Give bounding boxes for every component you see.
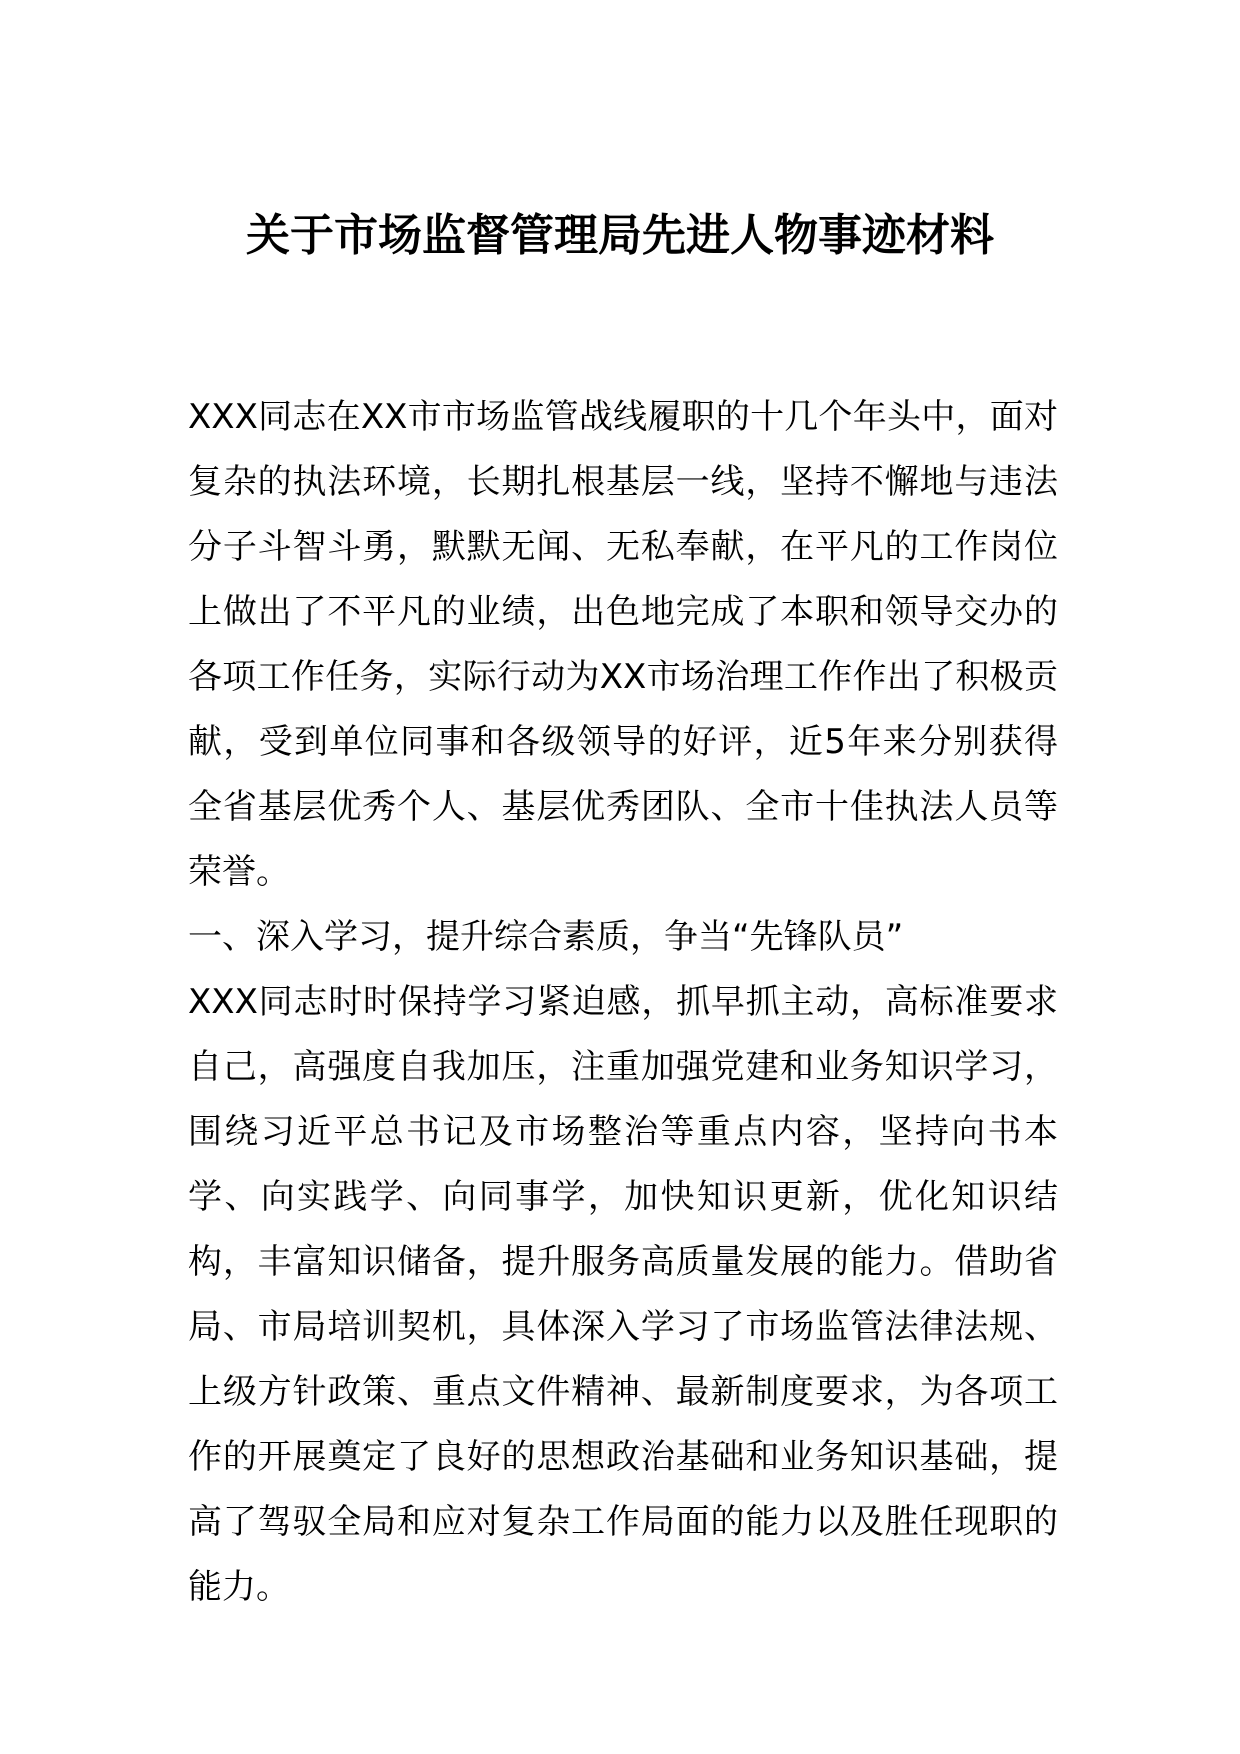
document-title: 关于市场监督管理局先进人物事迹材料 bbox=[246, 210, 994, 261]
section-heading-1: 一、深入学习，提升综合素质，争当“先锋队员” bbox=[188, 917, 904, 957]
document-body bbox=[188, 385, 1058, 1620]
intro-paragraph: XXX同志在XX市市场监管战线履职的十几个年头中，面对复杂的执法环境，长期扎根基层一线，坚持不懈地与违法分子斗智斗勇，默默无闻、无私奉献，在平凡的工作岗位上做出了不平凡的业绩，出色地完成了本职和领导交办的各项工作任务，实际行动为XX市场治理工作作出了积极贡献，受到单位同事和各级领导的好评，近5年来分别获得全省基层优秀个人、基层优秀团队、全市十佳执法人员等荣誉。 bbox=[188, 397, 1058, 892]
section-1-paragraph: XXX同志时时保持学习紧迫感，抓早抓主动，高标准要求自己，高强度自我加压，注重加强党建和业务知识学习，围绕习近平总书记及市场整治等重点内容，坚持向书本学、向实践学、向同事学，加快知识更新，优化知识结构，丰富知识储备，提升服务高质量发展的能力。借助省局、市局培训契机，具体深入学习了市场监管法律法规、上级方针政策、重点文件精神、最新制度要求，为各项工作的开展奠定了良好的思想政治基础和业务知识基础，提高了驾驭全局和应对复杂工作局面的能力以及胜任现职的能力。 bbox=[188, 982, 1058, 1607]
